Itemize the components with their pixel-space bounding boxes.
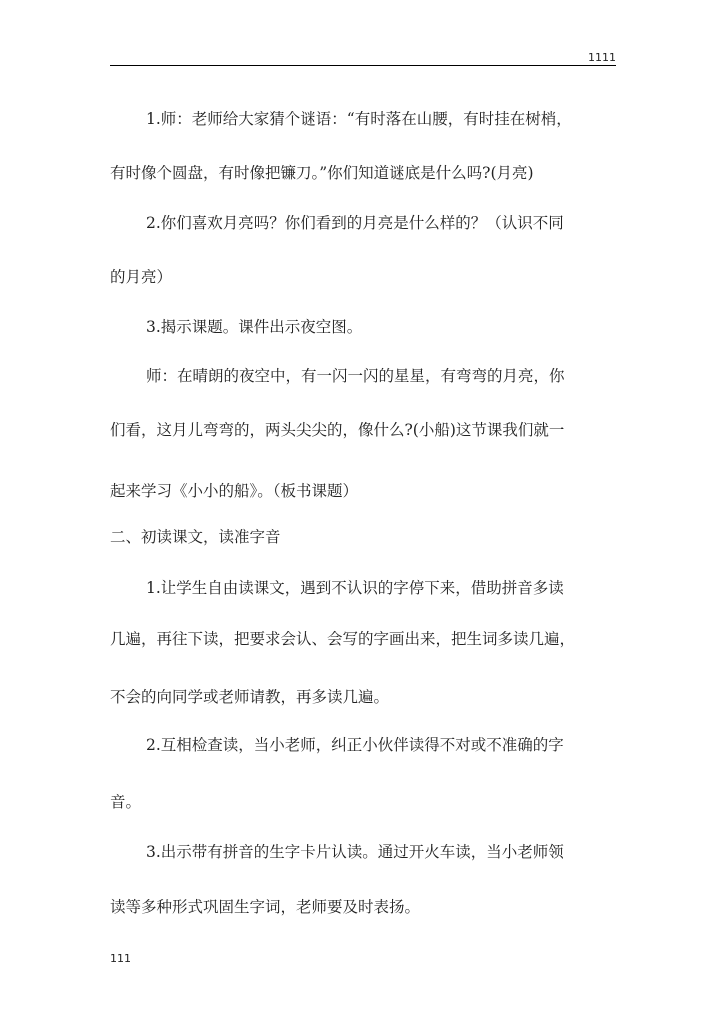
text-line: 读等多种形式巩固生字词，老师要及时表扬。 [110, 898, 421, 916]
text-line: 2.你们喜欢月亮吗？你们看到的月亮是什么样的？（认识不同 [146, 214, 564, 232]
text-line: 2.互相检查读，当小老师，纠正小伙伴读得不对或不准确的字 [146, 736, 564, 754]
page-footer-number: 111 [110, 952, 131, 965]
text-line: 几遍，再往下读，把要求会认、会写的字画出来，把生词多读几遍， [110, 630, 576, 648]
text-line: 不会的向同学或老师请教，再多读几遍。 [110, 688, 390, 706]
text-line: 有时像个圆盘，有时像把镰刀。”你们知道谜底是什么吗?(月亮) [110, 164, 534, 182]
text-line: 们看，这月儿弯弯的，两头尖尖的，像什么?(小船)这节课我们就一 [110, 421, 565, 439]
page-header-number: 1111 [588, 51, 616, 64]
text-line: 起来学习《小小的船》。（板书课题） [110, 482, 359, 500]
text-line: 音。 [110, 793, 142, 811]
text-line: 1.让学生自由读课文，遇到不认识的字停下来，借助拼音多读 [146, 579, 564, 597]
text-line: 师：在晴朗的夜空中，有一闪一闪的星星，有弯弯的月亮，你 [146, 367, 565, 385]
text-line: 1.师：老师给大家猜个谜语：“有时落在山腰，有时挂在树梢， [146, 110, 572, 128]
section-heading: 二、初读课文，读准字音 [110, 528, 281, 546]
text-line: 3.揭示课题。课件出示夜空图。 [146, 318, 363, 336]
text-line: 的月亮） [110, 268, 173, 286]
text-line: 3.出示带有拼音的生字卡片认读。通过开火车读，当小老师领 [146, 843, 564, 861]
header-rule [110, 65, 616, 66]
